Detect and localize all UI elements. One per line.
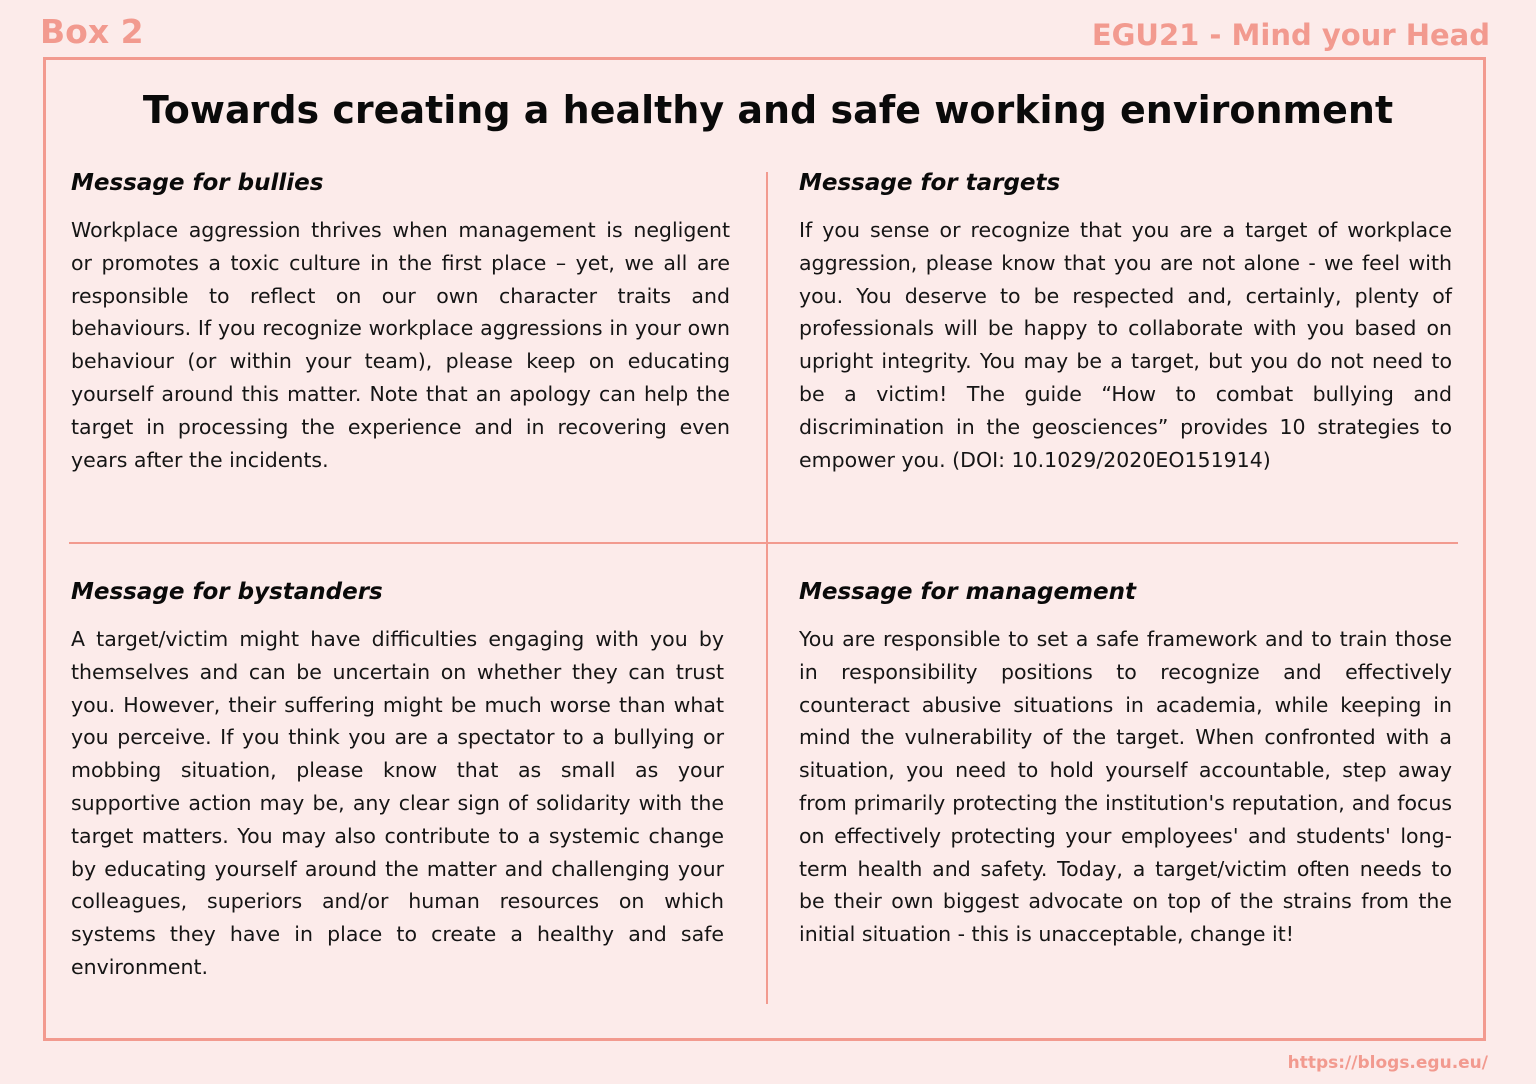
section-body-targets: If you sense or recognize that you are a target of workplace aggression, please know that you are not alone - we feel with you. You deserve to be respected and, certainly, plenty of professionals will be happy to collaborate with you based on upright integrity. You may be a target, but you do not need to be a victim! The guide “How to combat bullying and discrimination in the geosciences” provides 10 strategies to empower you. (DOI: 10.1029/2020EO151914) bbox=[799, 218, 1452, 472]
section-bullies bbox=[71, 166, 730, 476]
section-bystanders bbox=[71, 575, 724, 984]
section-management bbox=[799, 575, 1452, 951]
box-label: Box 2 bbox=[40, 12, 144, 51]
section-body-management: You are responsible to set a safe framework and to train those in responsibility positions to recognize and effectively counteract abusive situations in academia, while keeping in mind the vulnerability of the target. When confronted with a situation, you need to hold yourself accountable, step away from primarily protecting the institution's reputation, and focus on effectively protecting your employees' and students' long-term health and safety. Today, a target/victim often needs to be their own biggest advocate on top of the strains from the initial situation - this is unacceptable, change it! bbox=[799, 627, 1452, 947]
section-heading-bullies: Message for bullies bbox=[71, 170, 324, 196]
section-heading-bystanders: Message for bystanders bbox=[71, 579, 383, 605]
page-title: Towards creating a healthy and safe working environment bbox=[142, 88, 1394, 132]
event-label: EGU21 - Mind your Head bbox=[1091, 18, 1490, 52]
section-body-bystanders: A target/victim might have difficulties engaging with you by themselves and can be uncertain on whether they can trust you. However, their suffering might be much worse than what you perceive. If you think you are a spectator to a bullying or mobbing situation, please know that as small as your supportive action may be, any clear sign of solidarity with the target matters. You may also contribute to a systemic change by educating yourself around the matter and challenging your colleagues, superiors and/or human resources on which systems they have in place to create a healthy and safe environment. bbox=[71, 627, 724, 979]
footer-url: https://blogs.egu.eu/ bbox=[1287, 1053, 1488, 1073]
vertical-divider bbox=[766, 172, 768, 1004]
horizontal-divider bbox=[69, 542, 1458, 544]
section-heading-management: Message for management bbox=[799, 579, 1136, 605]
section-heading-targets: Message for targets bbox=[799, 170, 1061, 196]
section-body-bullies: Workplace aggression thrives when management is negligent or promotes a toxic culture in the first place – yet, we all are responsible to reflect on our own character traits and behaviours. If you recognize workplace aggressions in your own behaviour (or within your team), please keep on educating yourself around this matter. Note that an apology can help the target in processing the experience and in recovering even years after the incidents. bbox=[71, 218, 730, 472]
section-targets bbox=[799, 166, 1452, 476]
